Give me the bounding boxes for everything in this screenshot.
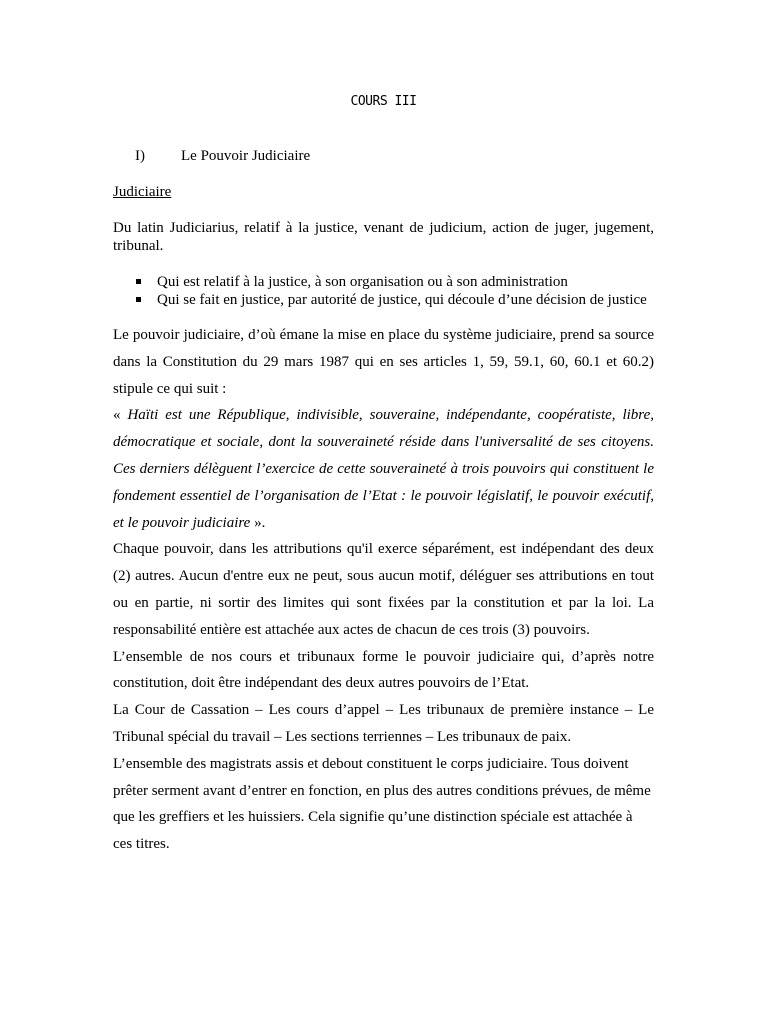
section-heading	[135, 148, 310, 165]
definition-bullet-list	[135, 273, 665, 309]
paragraph-court-list: La Cour de Cassation – Les cours d’appel – Les tribunaux de première instance – Le Tribunal spécial du travail – Les sections terriennes – Les tribunaux de paix.	[113, 702, 654, 745]
quote-open-mark: «	[113, 407, 128, 424]
document-page	[113, 0, 654, 1024]
document-title: COURS III	[350, 94, 417, 109]
definition-paragraph: Du latin Judiciarius, relatif à la justice, venant de judicium, action de juger, jugement, tribunal.	[113, 220, 654, 254]
paragraph-constitution: Le pouvoir judiciaire, d’où émane la mise en place du système judiciaire, prend sa source dans la Constitution du 29 mars 1987 qui en ses articles 1, 59, 59.1, 60, 60.1 et 60.2) stipule ce qui suit :	[113, 327, 654, 397]
subheading: Judiciaire	[113, 184, 172, 200]
quote-text: Haïti est une République, indivisible, souveraine, indépendante, coopératiste, libre, démocratique et sociale, dont la souveraineté réside dans l'universalité de ses citoyens. Ces derniers délèguent l’exercice de cette souveraineté à trois pouvoirs qui constituent le fondement essentiel de l’organisation de l’Etat : le pouvoir législatif, le pouvoir exécutif, et le pouvoir judiciaire	[113, 407, 655, 531]
square-bullet-icon	[136, 297, 141, 302]
bullet-item	[135, 291, 665, 309]
constitution-quote	[113, 402, 654, 536]
paragraph-separation-of-powers: Chaque pouvoir, dans les attributions qu'il exerce séparément, est indépendant des deux (2) autres. Aucun d'entre eux ne peut, sous aucun motif, déléguer ses attributions en tout ou en partie, ni sortir des limites qui sont fixées par la constitution et par la loi. La responsabilité entière est attachée aux actes de chacun de ces trois (3) pouvoirs.	[113, 541, 654, 638]
bullet-item	[135, 273, 665, 291]
document-body	[113, 322, 654, 858]
square-bullet-icon	[136, 279, 141, 284]
quote-close-mark: ».	[254, 514, 266, 531]
section-number: I)	[135, 148, 145, 164]
paragraph-magistrates: L’ensemble des magistrats assis et debout constituent le corps judiciaire. Tous doivent prêter serment avant d’entrer en fonction, en plus des autres conditions prévues, de même que les greffiers et les huissiers. Cela signifie qu’une distinction spéciale est attachée à ces titres.	[113, 755, 651, 853]
section-title: Le Pouvoir Judiciaire	[181, 148, 311, 164]
paragraph-courts: L’ensemble de nos cours et tribunaux forme le pouvoir judiciaire qui, d’après notre constitution, doit être indépendant des deux autres pouvoirs de l’Etat.	[113, 648, 654, 692]
bullet-text: Qui se fait en justice, par autorité de justice, qui découle d’une décision de justice	[157, 292, 647, 308]
bullet-text: Qui est relatif à la justice, à son organisation ou à son administration	[157, 274, 568, 290]
